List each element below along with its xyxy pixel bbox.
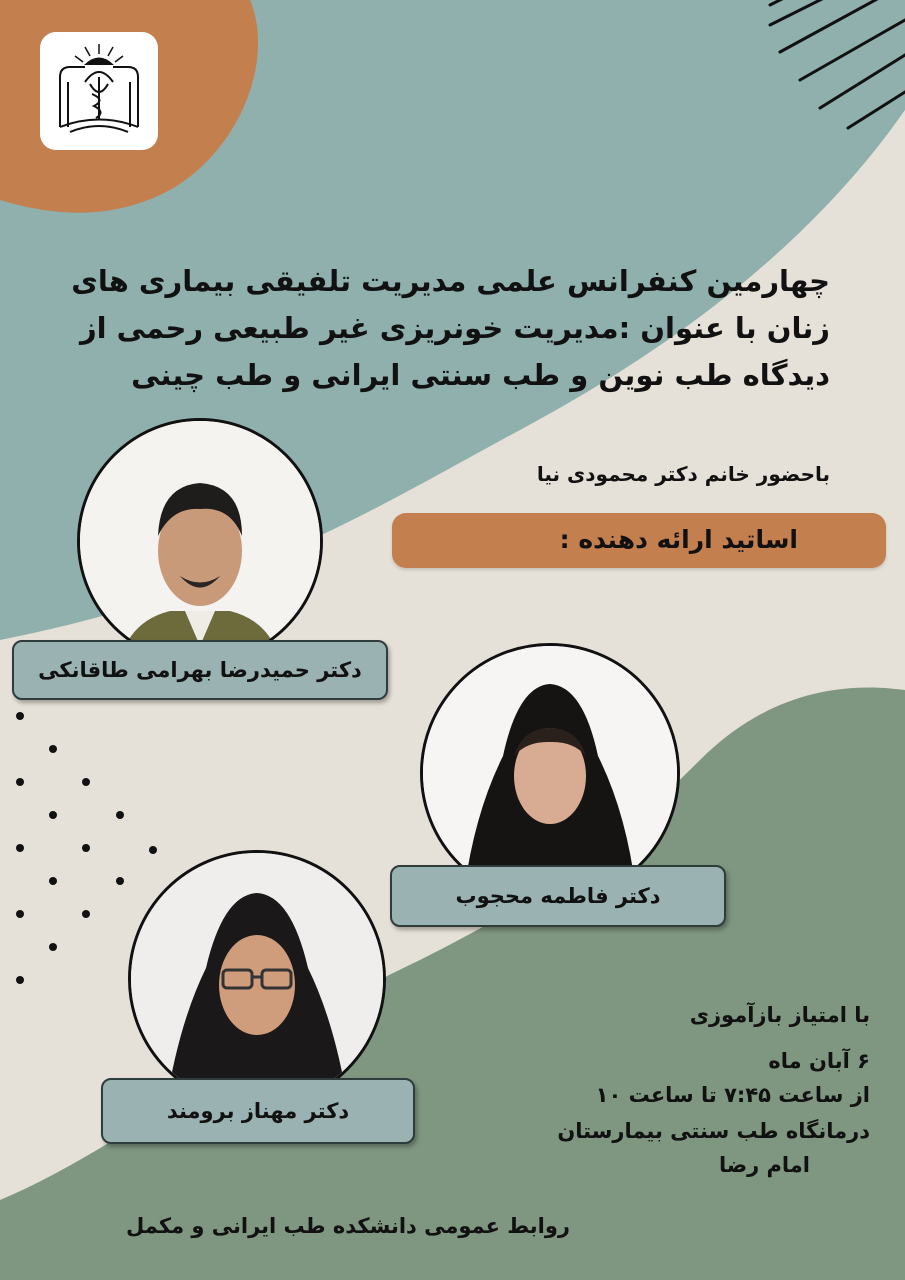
university-logo-icon [40,32,158,150]
speaker-1-name: دکتر حمیدرضا بهرامی طاقانکی [12,640,388,700]
presence-line: باحضور خانم دکتر محمودی نیا [536,462,830,486]
title-line: دیدگاه طب نوین و طب سنتی ایرانی و طب چینی [131,358,830,392]
male-portrait-icon [80,421,320,661]
time-line: از ساعت ۷:۴۵ تا ساعت ۱۰ [595,1083,870,1107]
female-portrait-icon [131,853,383,1105]
presenters-heading: اساتید ارائه دهنده : [559,525,798,554]
title-line: چهارمین کنفرانس علمی مدیریت تلفیقی بیماری های [71,264,830,298]
speaker-1-portrait [77,418,323,664]
footer-credit: روابط عمومی دانشکده طب ایرانی و مکمل [126,1214,570,1238]
venue-line: امام رضا [718,1153,810,1177]
presenters-heading-pill [392,513,886,568]
speaker-3-portrait [128,850,386,1108]
logo-badge [40,32,158,150]
speaker-3-name: دکتر مهناز برومند [101,1078,415,1144]
venue-line: درمانگاه طب سنتی بیمارستان [557,1119,870,1143]
credit-line: با امتیاز بازآموزی [689,1003,870,1027]
conference-title [40,258,830,399]
speaker-2-name: دکتر فاطمه محجوب [390,865,726,927]
title-line: زنان با عنوان :مدیریت خونریزی غیر طبیعی رحمی از [79,311,830,345]
speaker-2-portrait [420,643,680,903]
date-line: ۶ آبان ماه [768,1049,870,1073]
female-portrait-icon [423,646,677,900]
